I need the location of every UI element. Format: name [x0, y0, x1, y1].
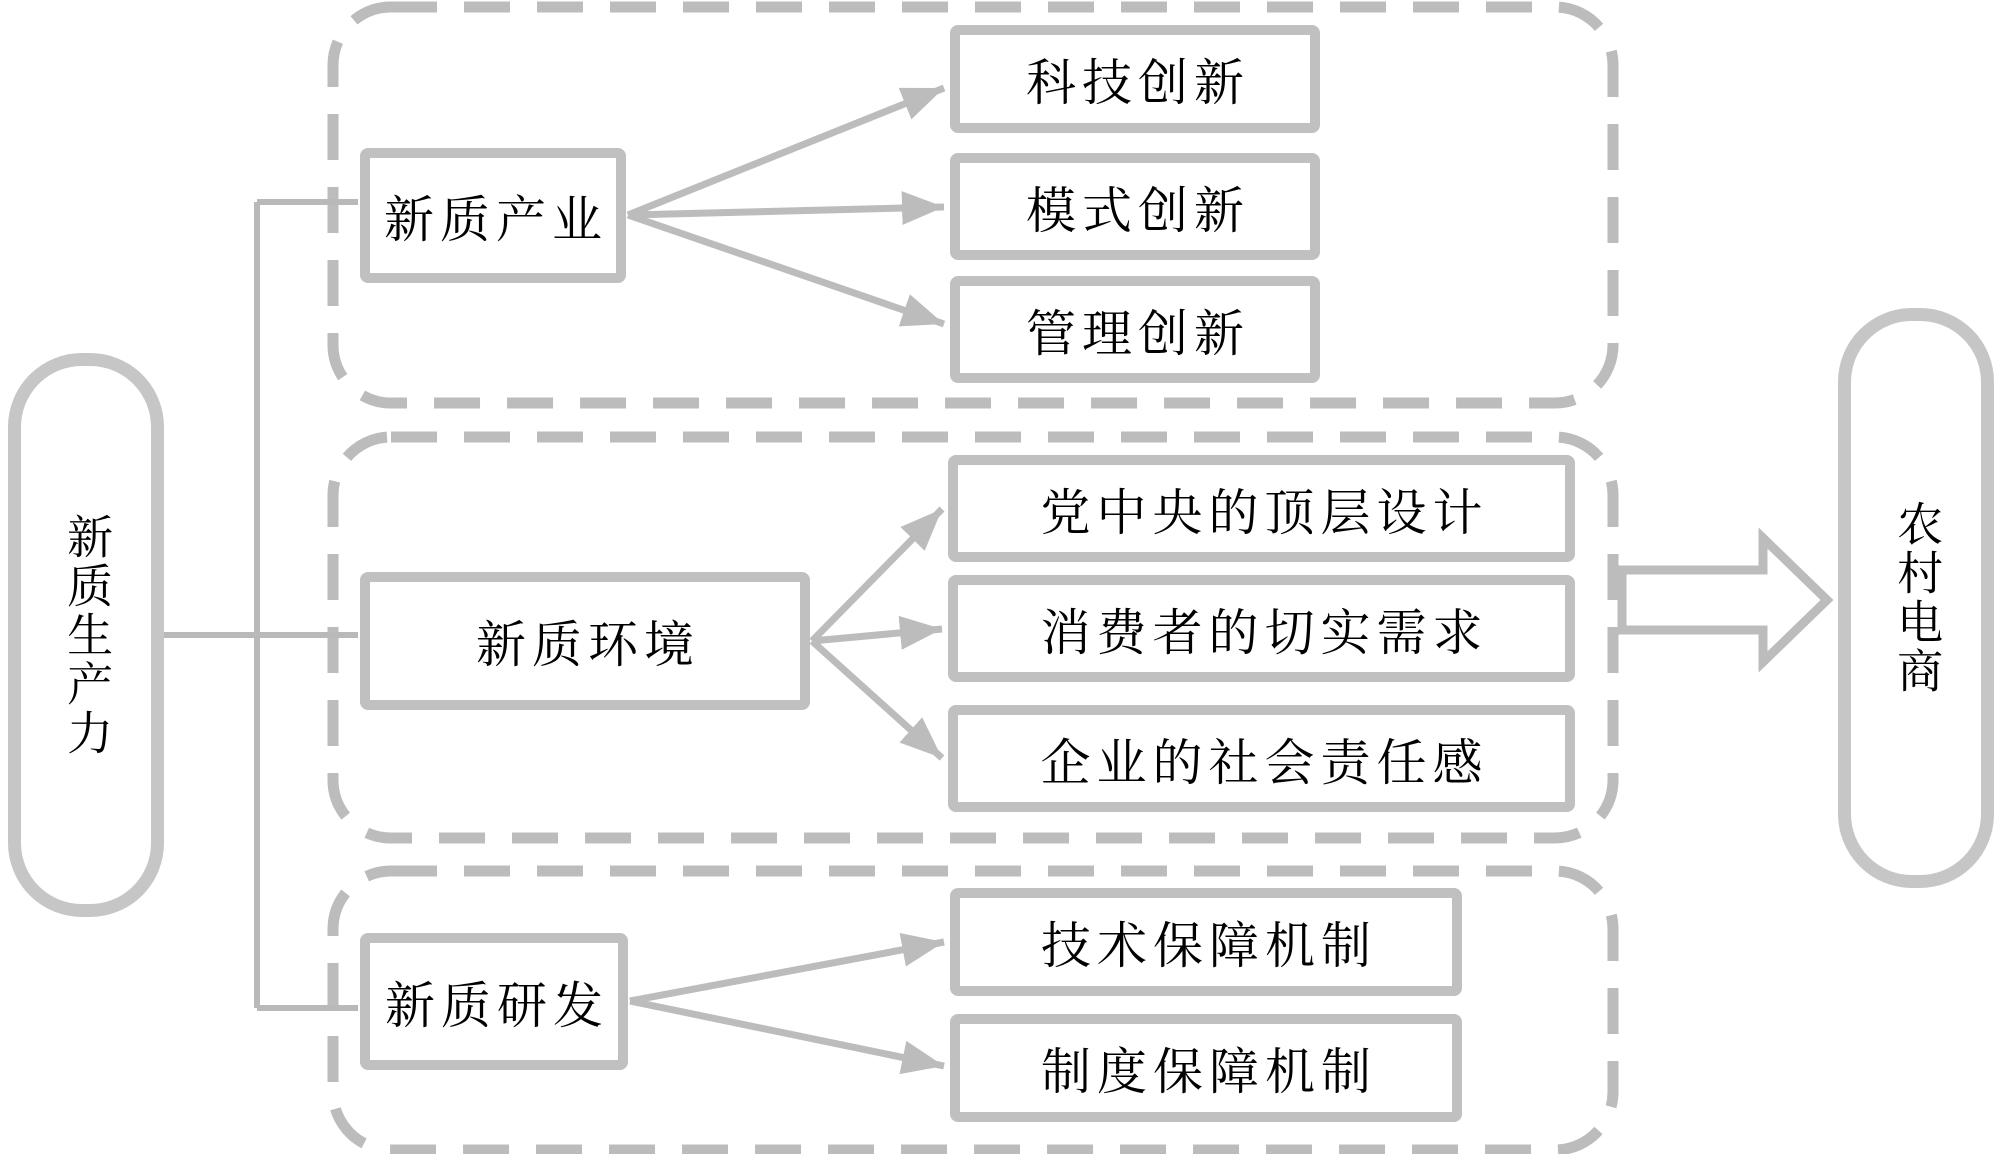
target-node: [1838, 308, 1994, 888]
arrow-group1-child1: [628, 88, 944, 215]
source-node: [8, 353, 164, 917]
arrow-group3-child2: [630, 1001, 944, 1066]
parent-node-group3-label: 新质研发: [385, 977, 609, 1034]
source-node-label: 新质生产力: [61, 512, 113, 758]
parent-node-group1: [360, 148, 626, 283]
arrow-group2-child1: [812, 509, 942, 641]
arrow-group1-child2: [628, 207, 944, 215]
child-node-group2-3-label: 企业的社会责任感: [1040, 734, 1489, 791]
parent-node-group3: [360, 933, 628, 1070]
child-node-group3-1-label: 技术保障机制: [1041, 918, 1377, 974]
child-node-group2-2: [948, 575, 1575, 682]
arrow-group3-child1: [630, 942, 944, 1001]
child-node-group2-2-label: 消费者的切实需求: [1040, 604, 1489, 661]
arrow-group2-child2: [812, 629, 942, 641]
child-node-group1-2-label: 模式创新: [1026, 182, 1250, 239]
target-node-label: 农村电商: [1891, 500, 1943, 696]
tree-connector-lines: [163, 202, 358, 1008]
child-node-group1-1: [950, 25, 1320, 133]
child-node-group3-2: [950, 1014, 1462, 1122]
child-node-group1-3: [950, 276, 1320, 383]
child-node-group3-2-label: 制度保障机制: [1041, 1044, 1377, 1100]
arrow-group2-child3: [812, 641, 942, 758]
main-flow-arrow: [1622, 538, 1827, 662]
parent-node-group1-label: 新质产业: [384, 191, 608, 248]
child-node-group2-1-label: 党中央的顶层设计: [1040, 484, 1489, 541]
child-node-group1-3-label: 管理创新: [1026, 305, 1250, 362]
child-node-group2-1: [948, 455, 1575, 562]
parent-node-group2: [360, 572, 810, 710]
child-node-group2-3: [948, 705, 1575, 812]
child-node-group1-1-label: 科技创新: [1026, 55, 1250, 111]
child-node-group3-1: [950, 888, 1462, 996]
arrow-group1-child3: [628, 215, 944, 324]
parent-node-group2-label: 新质环境: [476, 617, 700, 673]
child-node-group1-2: [950, 153, 1320, 260]
